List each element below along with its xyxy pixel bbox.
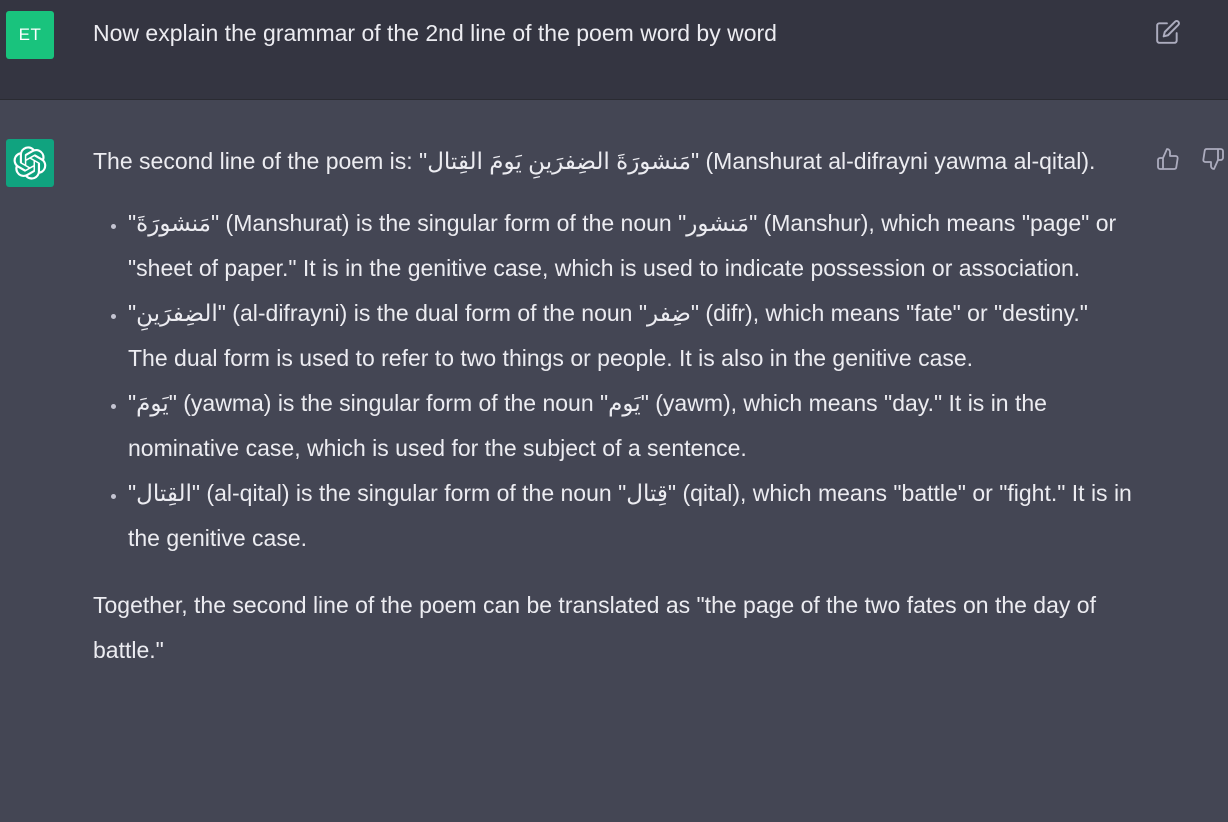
thumbs-up-icon	[1156, 147, 1180, 171]
edit-icon	[1155, 19, 1181, 45]
thumbs-up-button[interactable]	[1153, 144, 1183, 174]
assistant-summary: Together, the second line of the poem can be translated as "the page of the two fates on the day of battle."	[93, 592, 1096, 663]
assistant-message-row	[0, 100, 1228, 822]
user-message-row	[0, 0, 1228, 100]
assistant-message-content	[93, 145, 1133, 673]
assistant-intro: The second line of the poem is: "مَنشورَةَ الضِفرَينِ يَومَ القِتال" (Manshurat al-difrayni yawma al-qital).	[93, 148, 1096, 174]
thumbs-down-icon	[1201, 147, 1225, 171]
grammar-point: • "يَومَ" (yawma) is the singular form of the noun "يَوم" (yawm), which means "day." It is in the nominative case, which is used for the subject of a sentence.	[128, 381, 1133, 471]
thumbs-down-button[interactable]	[1198, 144, 1228, 174]
openai-logo-icon	[13, 146, 47, 180]
user-message-text: Now explain the grammar of the 2nd line of the poem word by word	[93, 20, 777, 46]
user-avatar-initials: ET	[18, 25, 42, 44]
edit-message-button[interactable]	[1152, 16, 1184, 48]
grammar-point-list	[93, 201, 1133, 561]
user-avatar	[6, 11, 54, 59]
grammar-point: • "مَنشورَةَ" (Manshurat) is the singular form of the noun "مَنشور" (Manshur), which means "page" or "sheet of paper." It is in the genitive case, which is used to indicate possession or association.	[128, 201, 1133, 291]
grammar-point: • "الضِفرَينِ" (al-difrayni) is the dual form of the noun "ضِفر" (difr), which means "fate" or "destiny." The dual form is used to refer to two things or people. It is also in the genitive case.	[128, 291, 1133, 381]
assistant-avatar	[6, 139, 54, 187]
grammar-point: • "القِتال" (al-qital) is the singular form of the noun "قِتال" (qital), which means "battle" or "fight." It is in the genitive case.	[128, 471, 1133, 561]
